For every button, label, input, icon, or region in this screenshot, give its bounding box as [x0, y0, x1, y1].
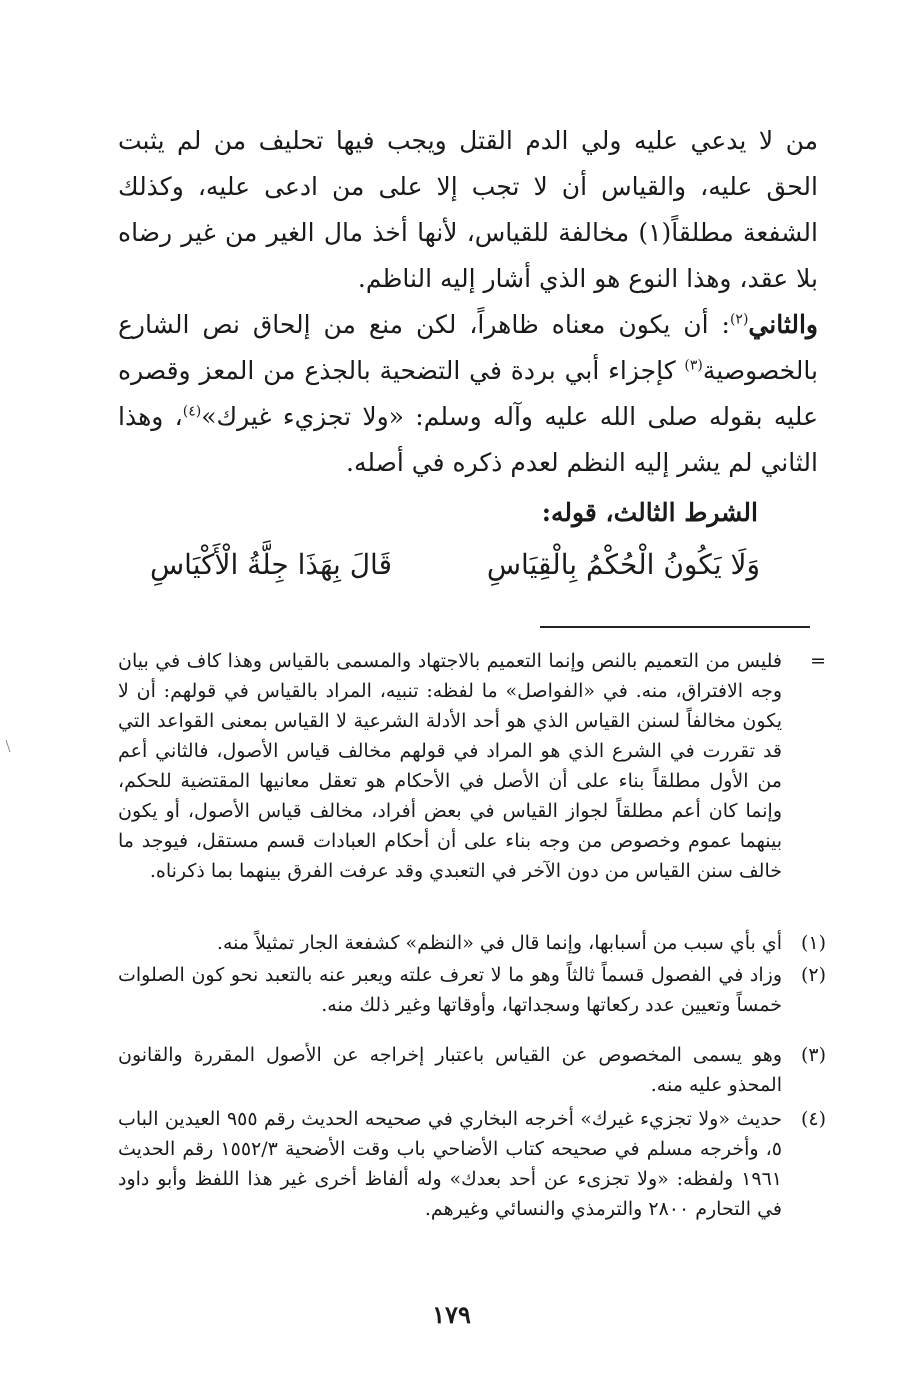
footnote-text: وهو يسمى المخصوص عن القياس باعتبار إخراجه عن الأصول المقررة والقانون المحذو عليه منه. [118, 1044, 782, 1096]
footnote-number: (٢) [800, 964, 826, 986]
footnote-1 [118, 928, 826, 958]
margin-tick-icon [4, 740, 12, 780]
paragraph-2-text-b: كإجزاء أبي بردة في التضحية بالجذع من المعز وقصره عليه بقوله صلى الله عليه وآله وسلم: «ولا تجزيء غيرك» [118, 356, 818, 431]
footnote-number: = [810, 650, 826, 672]
paragraph-1 [118, 118, 818, 302]
footnote-number: (٤) [800, 1108, 826, 1130]
verse-first-hemistich: وَلَا يَكُونُ الْحُكْمُ بِالْقِيَاسِ [486, 548, 760, 581]
footnote-ref-4[interactable]: (٤) [182, 403, 202, 420]
verse-second-hemistich: قَالَ بِهَذَا جِلَّةُ الْأَكْيَاسِ [150, 548, 392, 581]
paragraph-2 [118, 302, 818, 486]
footnote-text: أي بأي سبب من أسبابها، وإنما قال في «النظم» كشفعة الجار تمثيلاً منه. [216, 932, 782, 954]
footnote-separator [540, 626, 810, 628]
footnote-text: وزاد في الفصول قسماً ثالثاً وهو ما لا تعرف علته ويعبر عنه بالتعبد نحو كون الصلوات خمساً وتعيين عدد ركعاتها وسجداتها، وأوقاتها وغير ذلك منه. [118, 964, 782, 1016]
paragraph-1-text: من لا يدعي عليه ولي الدم القتل ويجب فيها تحليف من لم يثبت الحق عليه، والقياس أن لا تجب إلا على من ادعى عليه، وكذلك الشفعة مطلقاً(١) مخالفة للقياس، لأنها أخذ مال الغير من غير رضاه بلا عقد، وهذا النوع هو الذي أشار إليه الناظم. [118, 126, 818, 293]
footnote-4 [118, 1104, 826, 1224]
footnote-continued [118, 646, 826, 886]
paragraph-2-text-c: ، وهذا الثاني لم يشر إليه النظم لعدم ذكره في أصله. [118, 402, 818, 477]
footnote-number: (١) [800, 932, 826, 954]
footnote-ref-3[interactable]: (٣) [684, 357, 703, 374]
footnote-2 [118, 960, 826, 1020]
poem-verse [150, 548, 760, 598]
heading-text: الشرط الثالث، قوله: [541, 498, 758, 527]
footnote-ref-2[interactable]: (٢) [729, 311, 749, 328]
scan-margin-mark [4, 740, 12, 780]
paragraph-2-text-a: : أن يكون معناه ظاهراً، لكن منع من إلحاق نص الشارع بالخصوصية [118, 310, 818, 385]
section-heading [118, 490, 818, 536]
footnote-number: (٣) [800, 1044, 826, 1066]
footnote-text: فليس من التعميم بالنص وإنما التعميم بالاجتهاد والمسمى بالقياس وهذا كاف في بيان وجه الافتراق، منه. في «الفواصل» ما لفظه: تنبيه، المراد بالقياس في قولهم: أن لا يكون مخالفاً لسنن القياس الذي هو أحد الأدلة الشرعية لا القياس بمعنى القواعد التي قد تقررت في الشرع الذي هو المراد في قولهم مخالف قياس الأصول، فالثاني أعم من الأول مطلقاً بناء على أن الأصل في الأحكام هو تعقل معانيها المقتضية للحكم، وإنما كان أعم مطلقاً لجواز القياس في بعض أفراد، مخالف قياس الأصول، أو يكون بينهما عموم وخصوص من وجه بناء على أن أحكام العبادات قسم مستقل، فيوجد ما خالف سنن القياس من دون الآخر في التعبدي وقد عرفت الفرق بينهما بما ذكرناه. [118, 650, 782, 882]
paragraph-2-lead: والثاني [748, 310, 818, 339]
footnote-text: حديث «ولا تجزيء غيرك» أخرجه البخاري في صحيحه الحديث رقم ٩٥٥ العيدين الباب ٥، وأخرجه مسلم في صحيحه كتاب الأضاحي باب وقت الأضحية ١٥٥٢/٣ رقم الحديث ١٩٦١ ولفظه: «ولا تجزىء عن أحد بعدك» وله ألفاظ أخرى غير هذا اللفظ وأبو داود في التحارم ٢٨٠٠ والترمذي والنسائي وغيرهم. [118, 1108, 782, 1220]
page-number: ١٧٩ [432, 1300, 471, 1329]
footnote-3 [118, 1040, 826, 1100]
